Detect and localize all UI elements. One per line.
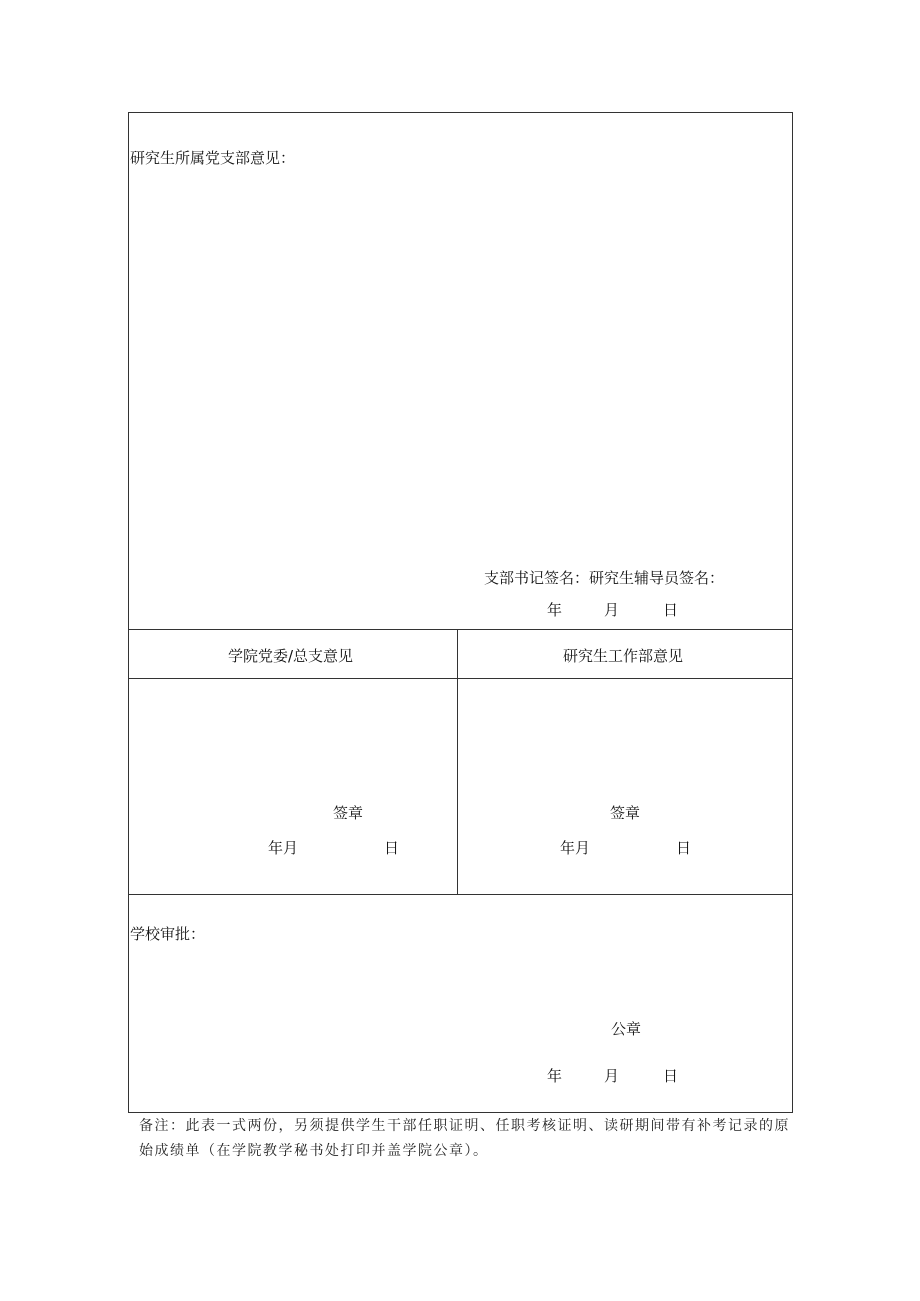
- footnote-line-2: 始成绩单（在学院教学秘书处打印并盖学院公章）。: [139, 1143, 489, 1159]
- branch-date-day: 日: [663, 601, 679, 619]
- graduate-seal-label: 签章: [610, 804, 641, 822]
- college-date-day: 日: [384, 839, 400, 857]
- section2-bottom-divider: [128, 894, 793, 895]
- branch-date-year: 年: [547, 601, 563, 619]
- school-seal-label: 公章: [611, 1020, 642, 1038]
- section2-header-divider: [128, 678, 793, 679]
- school-date-day: 日: [663, 1067, 679, 1085]
- section2-column-divider: [457, 629, 458, 894]
- college-committee-header: 学院党委/总支意见: [228, 647, 354, 665]
- graduate-date-day: 日: [676, 839, 692, 857]
- college-seal-label: 签章: [333, 804, 364, 822]
- school-date-year: 年: [547, 1067, 563, 1085]
- college-date-yearmonth: 年月: [268, 839, 299, 857]
- school-approval-title: 学校审批：: [130, 925, 206, 943]
- branch-date-month: 月: [604, 601, 620, 619]
- graduate-affairs-header: 研究生工作部意见: [563, 647, 684, 665]
- section1-bottom-divider: [128, 629, 793, 630]
- form-table: [128, 112, 793, 1113]
- school-date-month: 月: [604, 1067, 620, 1085]
- branch-opinion-title: 研究生所属党支部意见：: [130, 149, 296, 167]
- branch-signature-line: 支部书记签名：研究生辅导员签名：: [484, 569, 725, 587]
- graduate-date-yearmonth: 年月: [560, 839, 591, 857]
- footnote-line-1: 备注：此表一式两份，另须提供学生干部任职证明、任职考核证明、读研期间带有补考记录的原: [139, 1118, 790, 1134]
